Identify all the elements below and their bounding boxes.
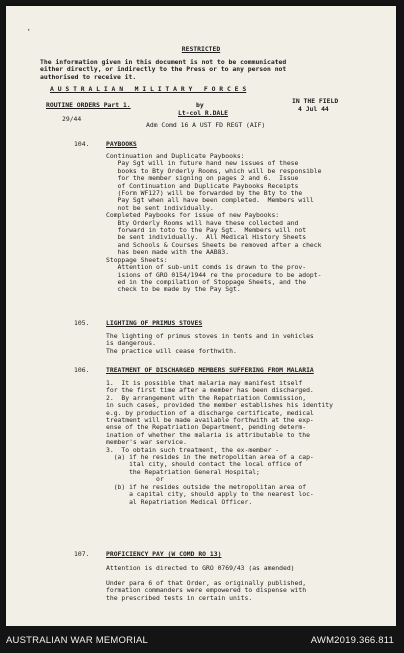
section-105-number: 105. bbox=[74, 319, 90, 327]
section-105-title: LIGHTING OF PRIMUS STOVES bbox=[106, 319, 203, 327]
routine-orders-label: ROUTINE ORDERS Part 1. bbox=[46, 101, 131, 109]
section-106-title: TREATMENT OF DISCHARGED MEMBERS SUFFERING FROM MALARIA bbox=[106, 366, 314, 374]
archive-name: AUSTRALIAN WAR MEMORIAL bbox=[6, 635, 149, 646]
section-106-body: 1. It is possible that malaria may manifest itself for the first time after a member has been discharged. 2. By arrangement with the Repatriation Commission, in such cases, provided the member establishes his identity e.g. by production of a discharge certificate, medical treatment will be made available forthwith at the exp- ense of the Repatriation Department, pending determ- ination of whether the malaria is attributable to the member's war service. 3. To obtain such treatment, the ex-member - (a) if he resides in the metropolitan area of a cap- ital city, should contact the local office of the Repatriation General Hospital; or (b) if he resides outside the metropolitan area of a capital city, should apply to the nearest loc- al Repatriation Medical Officer. bbox=[106, 379, 334, 506]
section-104-title: PAYBOOKS bbox=[106, 140, 137, 148]
order-date: 4 Jul 44 bbox=[298, 105, 329, 113]
by-label: by bbox=[196, 101, 204, 109]
force-heading: A U S T R A L I A N M I L I T A R Y F O R C E S bbox=[50, 85, 247, 93]
section-107-number: 107. bbox=[74, 550, 90, 558]
unit-command: Adm Comd 16 A UST FD REGT (AIF) bbox=[146, 121, 266, 129]
section-107-body: Attention is directed to GRO 0769/43 (as amended) Under para 6 of that Order, as originally published, formation commanders were empowered to dispense with the prescribed tests in certain units. bbox=[106, 564, 307, 602]
in-the-field: IN THE FIELD bbox=[292, 97, 339, 105]
order-number: 29/44 bbox=[62, 115, 82, 123]
accession-number: AWM2019.366.811 bbox=[310, 635, 394, 646]
officer-name: Lt-col R.DALE bbox=[178, 109, 229, 117]
restricted-heading: RESTRICTED bbox=[181, 45, 221, 53]
punch-mark: · bbox=[26, 26, 32, 36]
section-104-number: 104. bbox=[74, 140, 90, 148]
section-105-body: The lighting of primus stoves in tents and in vehicles is dangerous. The practice will cease forthwith. bbox=[106, 332, 314, 355]
document-page bbox=[6, 6, 396, 626]
footer-bar bbox=[0, 626, 404, 653]
confidentiality-notice: The information given in this document is not to be communicated either directly, or indirectly to the Press or to any person not authorised to receive it. bbox=[40, 58, 287, 81]
section-107-title: PROFICIENCY PAY (W COMD RO 13) bbox=[106, 550, 222, 558]
section-104-body: Continuation and Duplicate Paybooks: Pay Sgt will in future hand new issues of these books to Bty Orderly Rooms, which will be responsible for the member signing on pages 2 and 6. Issue of Continuation and Duplicate Paybooks Receipts (Form WF127) will be forwarded by the Bty to the Pay Sgt when all have been completed. Members will not be sent individually. Completed Paybooks for issue of new Paybooks: Bty Orderly Rooms will have these collected and forward in toto to the Pay Sgt. Members will not be sent individually. All Medical History Sheets and Schools & Courses Sheets be removed after a check has been made with the AAB83. Stoppage Sheets: Attention of sub-unit comds is drawn to the prov- isions of GRO 0154/1944 re the procedure to be adopt- ed in the compilation of Stoppage Sheets, and the check to be made by the Pay Sgt. bbox=[106, 152, 322, 294]
section-106-number: 106. bbox=[74, 366, 90, 374]
